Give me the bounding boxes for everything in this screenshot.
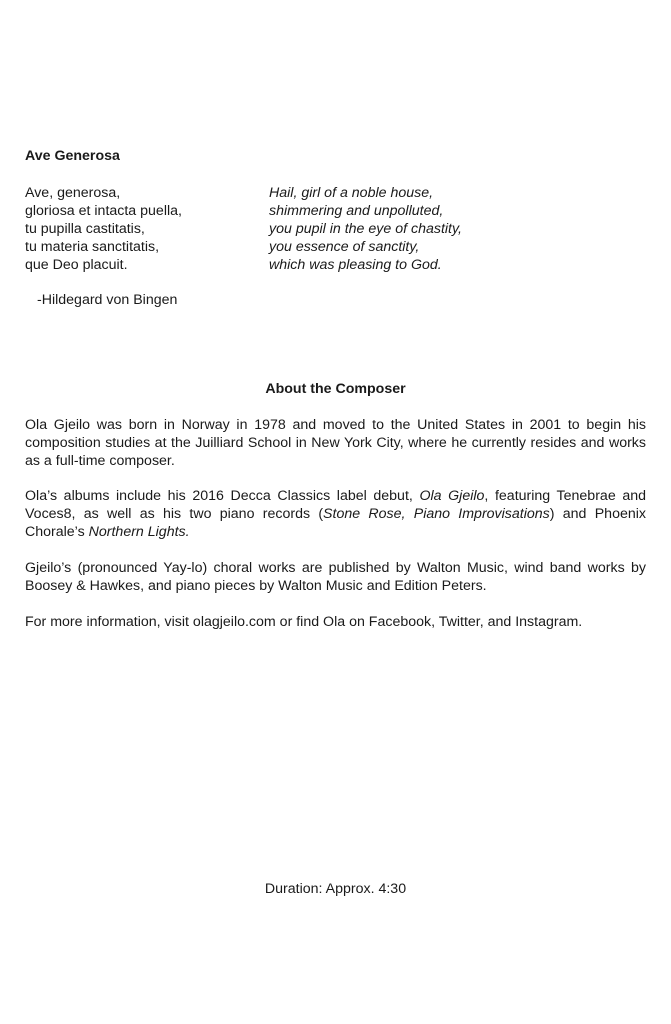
latin-line: gloriosa et intacta puella, xyxy=(25,203,182,219)
album-title: Ola Gjeilo xyxy=(419,488,485,504)
album-title: Northern Lights. xyxy=(88,524,190,540)
duration-label: Duration: Approx. 4:30 xyxy=(264,881,407,897)
english-line: which was pleasing to God. xyxy=(269,257,442,273)
albums-paragraph xyxy=(25,487,646,541)
albums-text-part: ) and Phoenix Chorale’s xyxy=(25,506,646,540)
latin-line: tu materia sanctitatis, xyxy=(25,239,160,255)
english-translation xyxy=(269,184,462,274)
latin-line: tu pupilla castitatis, xyxy=(25,221,145,237)
latin-text xyxy=(25,184,182,274)
about-composer-heading: About the Composer xyxy=(265,381,406,397)
albums-text-part: , featuring Tenebrae and Voces8, as well as his two piano records ( xyxy=(25,488,646,522)
albums-text-part: Ola’s albums include his 2016 Decca Classics label debut, xyxy=(25,488,420,504)
english-line: you essence of sanctity, xyxy=(269,239,420,255)
poem-title: Ave Generosa xyxy=(25,148,120,164)
latin-line: que Deo placuit. xyxy=(25,257,128,273)
poem-attribution: -Hildegard von Bingen xyxy=(37,292,178,308)
english-line: shimmering and unpolluted, xyxy=(269,203,444,219)
info-text: For more information, visit olagjeilo.com or find Ola on Facebook, Twitter, and Instagram. xyxy=(25,614,583,630)
publishers-text: Gjeilo’s (pronounced Yay-lo) choral works are published by Walton Music, wind band works by Boosey & Hawkes, and piano pieces by Walton Music and Edition Peters. xyxy=(25,560,646,594)
english-line: you pupil in the eye of chastity, xyxy=(269,221,462,237)
album-title: Stone Rose, Piano Improvisations xyxy=(323,506,550,522)
latin-line: Ave, generosa, xyxy=(25,185,121,201)
english-line: Hail, girl of a noble house, xyxy=(269,185,434,201)
bio-text: Ola Gjeilo was born in Norway in 1978 and moved to the United States in 2001 to begin his composition studies at the Juilliard School in New York City, where he currently resides and works as a full-time composer. xyxy=(25,417,646,469)
publishers-paragraph xyxy=(25,559,646,595)
albums-text xyxy=(25,487,646,541)
info-paragraph xyxy=(25,613,646,631)
bio-paragraph xyxy=(25,416,646,470)
